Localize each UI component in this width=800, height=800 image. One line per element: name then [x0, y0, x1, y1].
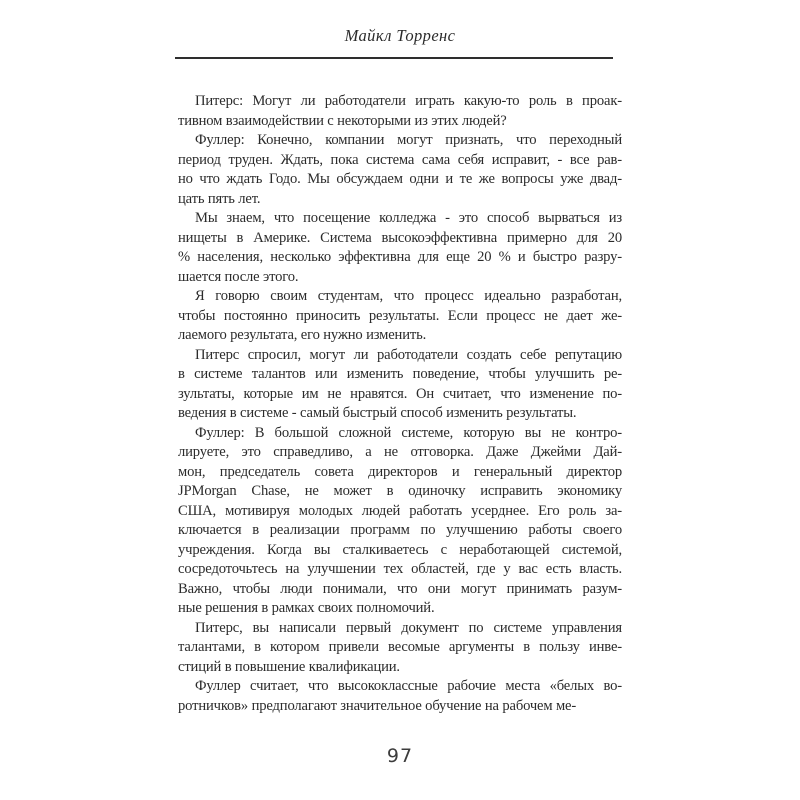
text-line: в системе талантов или изменить поведение, чтобы улучшить ре- [178, 366, 622, 382]
text-line: стиций в повышение квалификации. [178, 658, 400, 675]
paragraph [178, 424, 622, 619]
text-line: Питерс спросил, могут ли работодатели создать себе репутацию [195, 346, 622, 363]
text-line: учреждения. Когда вы сталкиваетесь с неработающей системой, [178, 541, 622, 558]
text-line: Фуллер: В большой сложной системе, которую вы не контро- [195, 424, 622, 441]
text-line: Мы знаем, что посещение колледжа - это способ вырваться из [195, 210, 622, 226]
text-line: Я говорю своим студентам, что процесс идеально разработан, [195, 288, 622, 304]
paragraph [178, 346, 622, 424]
paragraph [178, 619, 622, 678]
text-line: лируете, это справедливо, а не отговорка. Даже Джейми Дай- [178, 444, 622, 460]
paragraph [178, 677, 622, 716]
text-line: ведения в системе - самый быстрый способ изменить результаты. [178, 405, 577, 421]
text-line: JPMorgan Chase, не может в одиночку исправить экономику [178, 483, 622, 499]
text-line: сосредоточьтесь на улучшении тех областей, где у вас есть власть. [178, 561, 622, 577]
text-line: Питерс: Могут ли работодатели играть какую-то роль в проак- [195, 93, 622, 109]
text-line: цать пять лет. [178, 190, 261, 207]
text-line: Питерс, вы написали первый документ по системе управления [195, 619, 622, 636]
running-header: Майкл Торренс [344, 26, 456, 45]
text-line: зультаты, которые им не нравятся. Он считает, что изменение по- [178, 385, 622, 402]
paragraph [178, 287, 622, 346]
text-line: нищеты в Америке. Система высокоэффективна примерно для 20 [178, 229, 622, 246]
text-line: чтобы постоянно приносить результаты. Если процесс не дает же- [178, 307, 622, 324]
text-line: лаемого результата, его нужно изменить. [178, 327, 427, 343]
text-line: % населения, несколько эффективна для еще 20 % и быстро разру- [178, 249, 622, 265]
text-line: Важно, чтобы люди понимали, что они могут принимать разум- [178, 580, 622, 597]
text-line: ключается в реализации программ по улучшению работы своего [178, 522, 622, 538]
text-line: но что ждать Годо. Мы обсуждаем одни и те же вопросы уже двад- [178, 171, 622, 187]
text-line: США, мотивируя молодых людей работать усерднее. Его роль за- [178, 502, 622, 519]
text-line: ные решения в рамках своих полномочий. [178, 600, 435, 616]
text-line: шается после этого. [178, 268, 299, 285]
text-line: период труден. Ждать, пока система сама себя исправит, - все рав- [178, 151, 622, 168]
header-rule [175, 57, 613, 59]
text-line: талантами, в котором привели весомые аргументы в пользу инве- [178, 639, 622, 655]
text-line: Фуллер: Конечно, компании могут признать, что переходный [195, 132, 622, 148]
page-number: 97 [386, 745, 414, 767]
text-block [178, 92, 622, 716]
text-line: Фуллер считает, что высококлассные рабочие места «белых во- [195, 678, 622, 694]
paragraph [178, 131, 622, 209]
text-line: мон, председатель совета директоров и генеральный директор [178, 463, 622, 480]
text-line: ротничков» предполагают значительное обучение на рабочем ме- [178, 697, 577, 714]
paragraph [178, 92, 622, 131]
text-line: тивном взаимодействии с некоторыми из этих людей? [178, 112, 507, 129]
paragraph [178, 209, 622, 287]
